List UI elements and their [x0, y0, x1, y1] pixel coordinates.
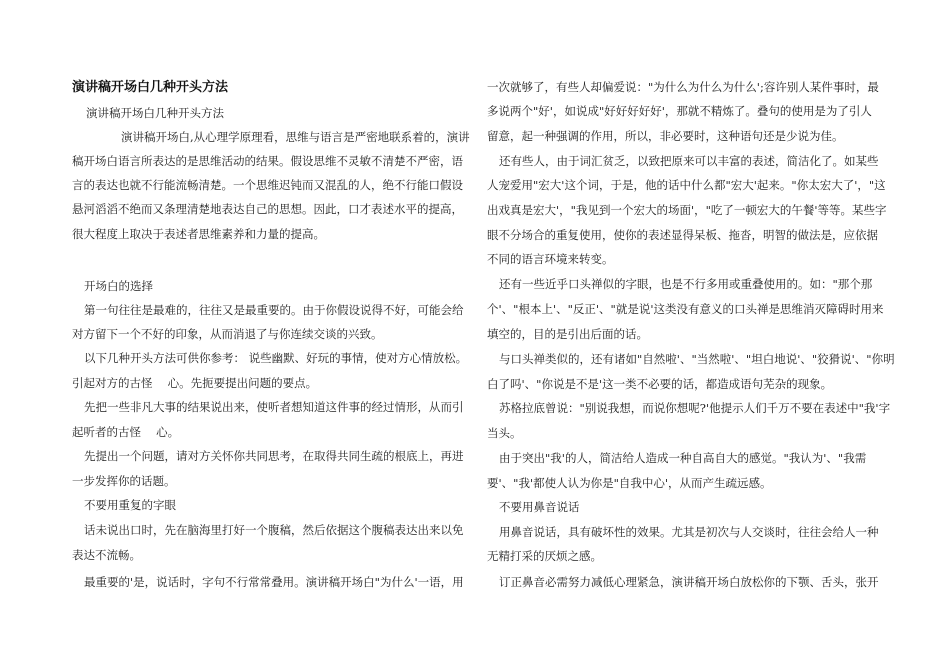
paragraph-line: 苏格拉底曾说："别说我想，而说你想呢?'他提示人们千万不要在表述中"我'字	[499, 401, 891, 415]
paragraph-line: 眼不分场合的重复使用，使你的表述显得呆板、拖沓，明智的做法是，应依据	[487, 228, 878, 242]
paragraph-line: 白了吗'、"你说是不是'这一类不必要的话，都造成语句芜杂的现象。	[487, 377, 833, 391]
paragraph-line: 用鼻音说话，具有破坏性的效果。尤其是初次与人交谈时，往往会给人一种	[499, 525, 879, 539]
paragraph-line: 先提出一个问题，请对方关怀你共同思考，在取得共同生疏的根底上，再进	[84, 449, 464, 463]
paragraph-line: 由于突出"我'的人，简洁给人造成一种自高自大的感觉。"我认为'、"我需	[499, 451, 867, 465]
document-title: 演讲稿开场白几种开头方法	[72, 80, 229, 95]
paragraph-line: 订正鼻音必需努力减低心理紧急，演讲稿开场白放松你的下颚、舌头，张开	[499, 575, 879, 589]
paragraph-line: 留意，起一种强调的作用，所以，非必要时，这种语句还是少说为佳。	[487, 129, 844, 143]
paragraph-line: 出戏真是宏大'，"我见到一个宏大的场面'，"吃了一顿宏大的午餐'等等。某些字	[487, 203, 887, 217]
paragraph-line: 表达不流畅。	[72, 548, 141, 562]
paragraph-line: 先把一些非凡大事的结果说出来，使听者想知道这件事的经过情形，从而引	[84, 400, 464, 414]
paragraph-line: 与口头禅类似的，还有诸如"自然啦'、"当然啦'、"坦白地说'、"狡猾说'、"你明	[499, 352, 895, 366]
paragraph-line: 稿开场白语言所表达的是思维活动的结果。假设思维不灵敏不清楚不严密，语	[72, 154, 463, 168]
paragraph-line: 最重要的'是，说话时，字句不行常常叠用。演讲稿开场白"为什么'一语，用	[84, 575, 464, 589]
paragraph-line: 演讲稿开场白,从心理学原理看，思维与语言是严密地联系着的，演讲	[121, 130, 470, 144]
paragraph-line: 第一句往往是最难的，往往又是最重要的。由于你假设说得不好，可能会给	[84, 303, 464, 317]
paragraph-line: 人宠爱用"宏大'这个词，于是，他的话中什么都"宏大'起来。"你太宏大了'，"这	[487, 178, 886, 192]
paragraph-line: 要'、"我'都使人认为你是"自我中心'，从而产生疏远感。	[487, 476, 772, 490]
paragraph-line: 个'、"根本上'、"反正'、"就是说'这类没有意义的口头禅是思维消灭障碍时用来	[487, 302, 884, 316]
section-heading: 开场白的选择	[84, 279, 153, 293]
paragraph-line: 对方留下一个不好的印象，从而消退了与你连续交谈的兴致。	[72, 327, 383, 341]
section-heading: 不要用鼻音说话	[499, 500, 580, 514]
paragraph-line: 悬河滔滔不绝而又条理清楚地表达自己的思想。因此，口才表述水平的提高，	[72, 202, 463, 216]
paragraph-line: 以下几种开头方法可供你参考： 说些幽默、好玩的事情，使对方心情放松。	[84, 351, 468, 365]
subtitle-line: 演讲稿开场白几种开头方法	[86, 106, 224, 120]
paragraph-line: 话未说出口时，先在脑海里打好一个腹稿，然后依据这个腹稿表达出来以免	[84, 523, 464, 537]
paragraph-line: 不同的语言环境来转变。	[487, 252, 614, 266]
paragraph-line: 当头。	[487, 426, 522, 440]
paragraph-line: 引起对方的古怪 心。先扼要提出问题的要点。	[72, 376, 318, 390]
paragraph-line: 很大程度上取决于表述者思维素养和力量的提高。	[72, 227, 325, 241]
paragraph-line: 言的表达也就不行能流畅清楚。一个思维迟钝而又混乱的人，绝不行能口假设	[72, 178, 463, 192]
paragraph-line: 一次就够了，有些人却偏爱说："为什么为什么为什么';容许别人某件事时，最	[487, 80, 879, 94]
paragraph-line: 多说两个"好'，如说成"好好好好好'，那就不精炼了。叠句的使用是为了引人	[487, 104, 872, 118]
paragraph-line: 填空的，目的是引出后面的话。	[487, 327, 648, 341]
paragraph-line: 起听者的古怪 心。	[72, 425, 180, 439]
section-heading: 不要用重复的字眼	[84, 498, 176, 512]
paragraph-line: 无精打采的厌烦之感。	[487, 549, 602, 563]
paragraph-line: 还有些人，由于词汇贫乏，以致把原来可以丰富的表述，简洁化了。如某些	[499, 154, 879, 168]
paragraph-line: 还有一些近乎口头禅似的字眼，也是不行多用或重叠使用的。如："那个那	[499, 277, 873, 291]
paragraph-line: 一步发挥你的话题。	[72, 474, 176, 488]
